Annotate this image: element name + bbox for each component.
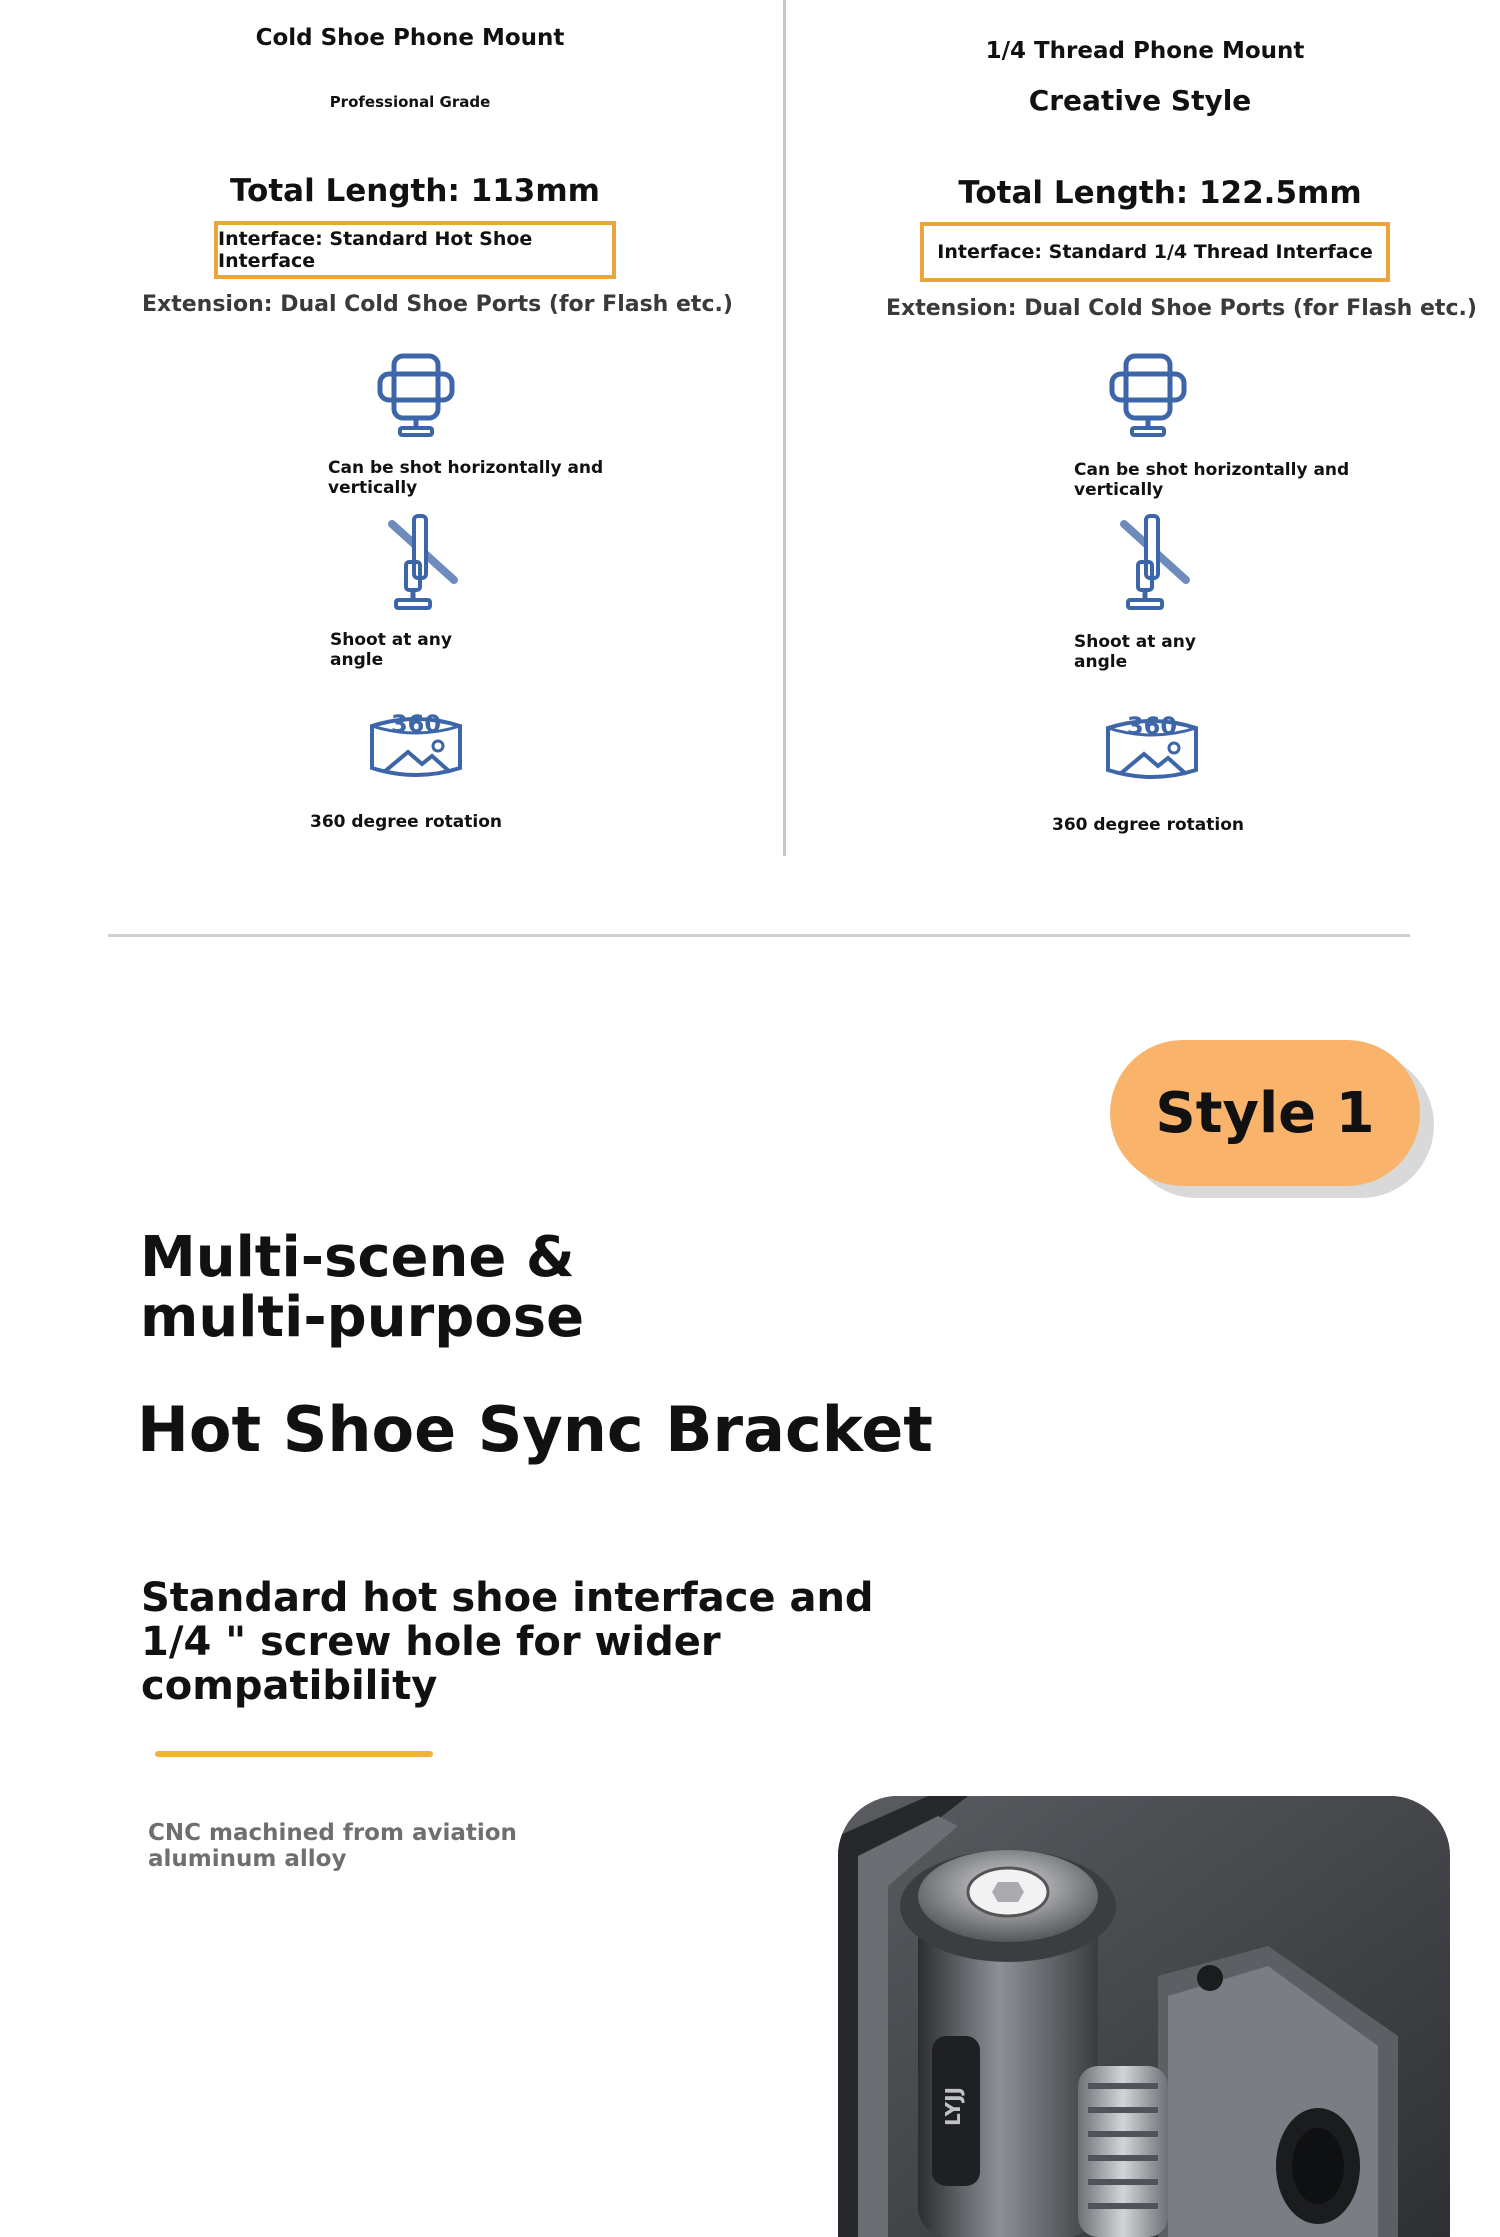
tilt-angle-icon: [380, 512, 464, 616]
left-column-subtitle: Professional Grade: [329, 93, 491, 111]
product-photo: [838, 1796, 1450, 2237]
right-interface-box: Interface: Standard 1/4 Thread Interface: [920, 222, 1390, 282]
product-title: Hot Shoe Sync Bracket: [137, 1393, 933, 1466]
column-divider: [783, 0, 786, 856]
orientation-icon: [376, 352, 456, 440]
left-total-length: Total Length: 113mm: [230, 173, 600, 209]
compatibility-text: Standard hot shoe interface and 1/4 " screw hole for wider compatibility: [141, 1575, 874, 1709]
right-feature-rotation-label: 360 degree rotation: [1051, 815, 1245, 835]
left-feature-angle-label: Shoot at any angle: [330, 630, 452, 670]
icon-360-text: 360: [1126, 712, 1178, 740]
left-interface-box: Interface: Standard Hot Shoe Interface: [214, 221, 616, 279]
right-total-length: Total Length: 122.5mm: [958, 175, 1362, 211]
section-divider: [108, 934, 1410, 937]
right-feature-orientation-label: Can be shot horizontally and vertically: [1074, 460, 1350, 500]
right-extension-text: Extension: Dual Cold Shoe Ports (for Flash etc.): [886, 296, 1477, 321]
rotation-360-icon: [366, 706, 466, 786]
left-feature-orientation-label: Can be shot horizontally and vertically: [328, 458, 604, 498]
tilt-angle-icon: [1112, 512, 1196, 616]
right-column-title: 1/4 Thread Phone Mount: [985, 38, 1305, 64]
accent-line: [155, 1751, 433, 1757]
left-column-title: Cold Shoe Phone Mount: [255, 25, 565, 51]
left-feature-rotation-label: 360 degree rotation: [309, 812, 503, 832]
right-feature-angle-label: Shoot at any angle: [1074, 632, 1196, 672]
style-badge: Style 1: [1110, 1040, 1420, 1186]
orientation-icon: [1108, 352, 1188, 440]
left-extension-text: Extension: Dual Cold Shoe Ports (for Flash etc.): [142, 292, 733, 317]
icon-360-text: 360: [390, 710, 442, 738]
rotation-360-icon: [1102, 708, 1202, 788]
material-text: CNC machined from aviation aluminum alloy: [148, 1820, 517, 1872]
product-engraving: LYJJ: [941, 2087, 965, 2126]
right-column-subtitle: Creative Style: [1028, 84, 1252, 117]
headline: Multi-scene & multi-purpose: [140, 1225, 585, 1350]
